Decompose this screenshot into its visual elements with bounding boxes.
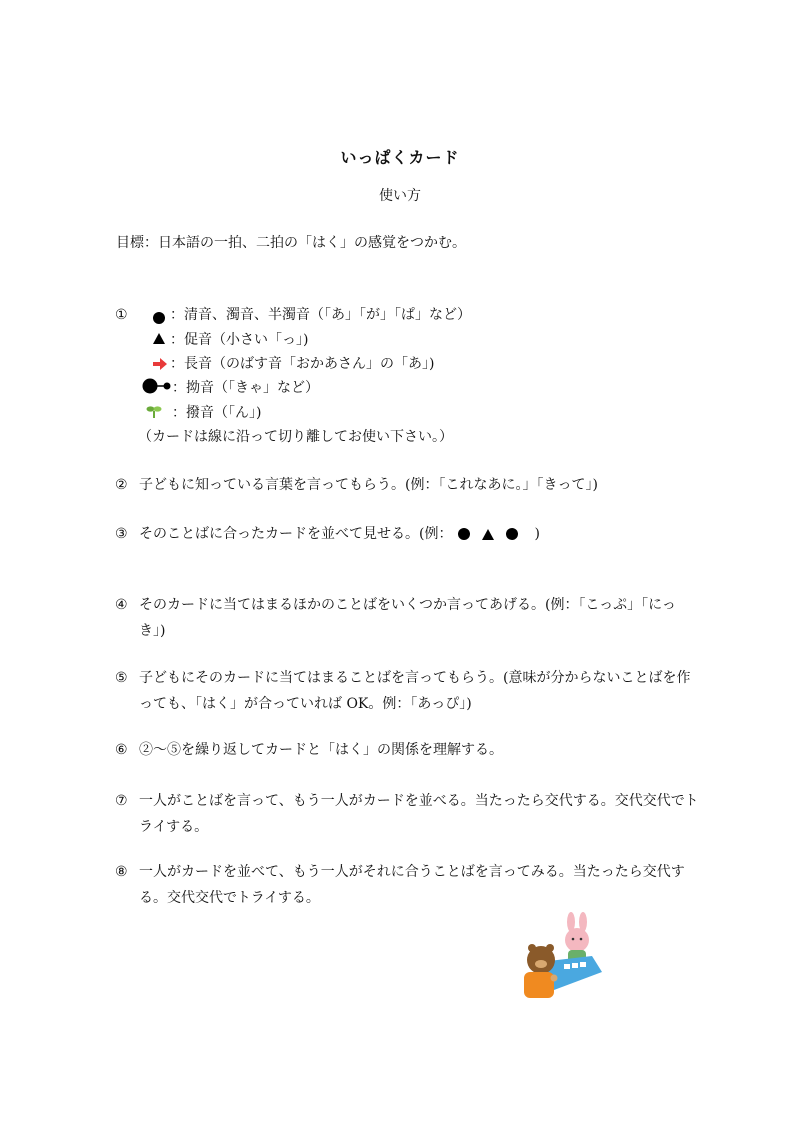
item-number-7: ⑦ [115,793,128,809]
item-text-7: 一人がことばを言って、もう一人がカードを並べる。当たったら交代する。交代交代でトライする。 [139,793,699,835]
item-number-8: ⑧ [115,864,128,880]
sprout-icon [146,403,162,422]
black-circle-icon [153,309,165,328]
page-subtitle: 使い方 [379,188,421,204]
item-number-1: ① [115,307,128,323]
item-text-6: ②〜⑤を繰り返してカードと「はく」の関係を理解する。 [139,742,503,758]
item-number-6: ⑥ [115,742,128,758]
children-playing-illustration [518,912,608,1002]
item-text-4: そのカードに当てはまるほかのことばをいくつか言ってあげる。(例：「こっぷ」「にっき」) [139,597,676,639]
black-circle-icon [458,528,470,540]
legend-seion-text: ：清音、濁音、半濁音（「あ」「が」「ぱ」など） [170,307,471,323]
item-text-2: 子どもに知っている言葉を言ってもらう。(例：「これなあに。」「きって」) [139,477,598,493]
page-title: いっぱくカード [340,148,460,167]
item-number-3: ③ [115,526,128,542]
item-text-8: 一人がカードを並べて、もう一人がそれに合うことばを言ってみる。当たったら交代する。交代交代でトライする。 [139,864,685,906]
item-number-5: ⑤ [115,670,128,686]
item-number-4: ④ [115,597,128,613]
legend-hatsuon-text: ：撥音（「ん」) [172,405,262,421]
item-text-3 [139,521,540,547]
legend-youon-text: ：拗音（「きゃ」など） [172,380,319,396]
black-circle-icon [506,528,518,540]
black-triangle-icon [482,529,494,540]
example-icons [452,521,524,547]
legend-sokuon-text: ：促音（小さい「っ」) [170,332,309,348]
item-text-3-after: ) [534,526,540,542]
big-small-circle-icon [142,378,172,398]
item-text-3-before: そのことばに合ったカードを並べて見せる。(例： [139,526,453,542]
legend-chouon-text: ：長音（のばす音「おかあさん」の「あ」) [170,356,435,372]
item-number-2: ② [115,477,128,493]
goal-text: 目標：日本語の一拍、二拍の「はく」の感覚をつかむ。 [116,235,466,251]
red-arrow-icon [153,355,167,374]
cut-note: （カードは線に沿って切り離してお使い下さい。） [138,429,453,445]
item-text-5: 子どもにそのカードに当てはまることばを言ってもらう。(意味が分からないことばを作っても、「はく」が合っていれば OK。例：「あっぴ」) [139,670,691,712]
black-triangle-icon [153,333,165,344]
